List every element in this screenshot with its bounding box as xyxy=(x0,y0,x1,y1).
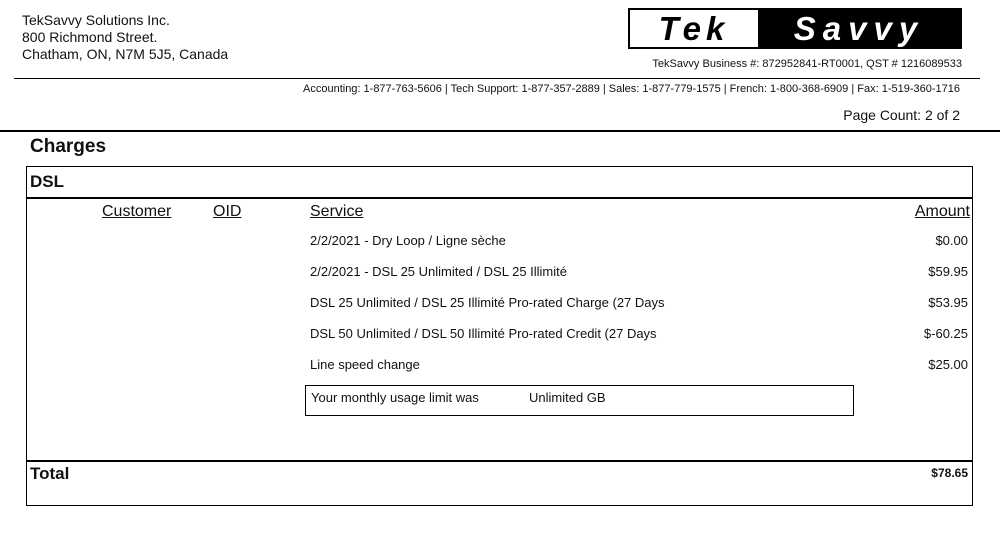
group-divider xyxy=(26,197,973,199)
dsl-group-title: DSL xyxy=(30,172,64,191)
company-city: Chatham, ON, N7M 5J5, Canada xyxy=(22,46,229,62)
company-address xyxy=(22,12,228,63)
company-name: TekSavvy Solutions Inc. xyxy=(22,12,170,28)
column-header-customer: Customer xyxy=(102,203,172,220)
logo-savvy: Savvy xyxy=(758,10,960,47)
line-item-amount: $-60.25 xyxy=(923,326,968,341)
line-item-service: 2/2/2021 - Dry Loop / Ligne sèche xyxy=(310,233,506,248)
line-item-service: Line speed change xyxy=(310,357,420,372)
total-divider xyxy=(26,460,973,462)
charges-heading: Charges xyxy=(30,136,107,157)
usage-limit-label: Your monthly usage limit was xyxy=(311,390,479,405)
column-header-amount: Amount xyxy=(914,203,970,220)
line-item-service: DSL 50 Unlimited / DSL 50 Illimité Pro-rated Credit (27 Days xyxy=(310,326,657,341)
line-item-amount: $0.00 xyxy=(935,233,968,248)
line-item-service: DSL 25 Unlimited / DSL 25 Illimité Pro-rated Charge (27 Days xyxy=(310,295,665,310)
usage-limit-value: Unlimited GB xyxy=(529,390,606,405)
column-header-service: Service xyxy=(310,203,364,220)
line-item-service: 2/2/2021 - DSL 25 Unlimited / DSL 25 Illimité xyxy=(310,264,567,279)
line-item-amount: $59.95 xyxy=(928,264,968,279)
teksavvy-logo xyxy=(628,8,962,49)
column-header-oid: OID xyxy=(213,203,242,220)
usage-limit-box xyxy=(305,385,854,416)
company-street: 800 Richmond Street. xyxy=(22,29,158,45)
header-divider xyxy=(14,78,980,79)
line-item-amount: $53.95 xyxy=(928,295,968,310)
logo-tek: Tek xyxy=(630,10,758,47)
contact-numbers: Accounting: 1-877-763-5606 | Tech Support: 1-877-357-2889 | Sales: 1-877-779-1575 | French: 1-800-368-6909 | Fax: 1-519-360-1716 xyxy=(303,83,960,95)
total-label: Total xyxy=(30,464,70,483)
line-item-amount: $25.00 xyxy=(928,357,968,372)
business-numbers: TekSavvy Business #: 872952841-RT0001, QST # 1216089533 xyxy=(652,58,962,70)
section-divider xyxy=(0,130,1000,132)
page-count: Page Count: 2 of 2 xyxy=(843,107,960,123)
total-amount: $78.65 xyxy=(931,466,968,480)
